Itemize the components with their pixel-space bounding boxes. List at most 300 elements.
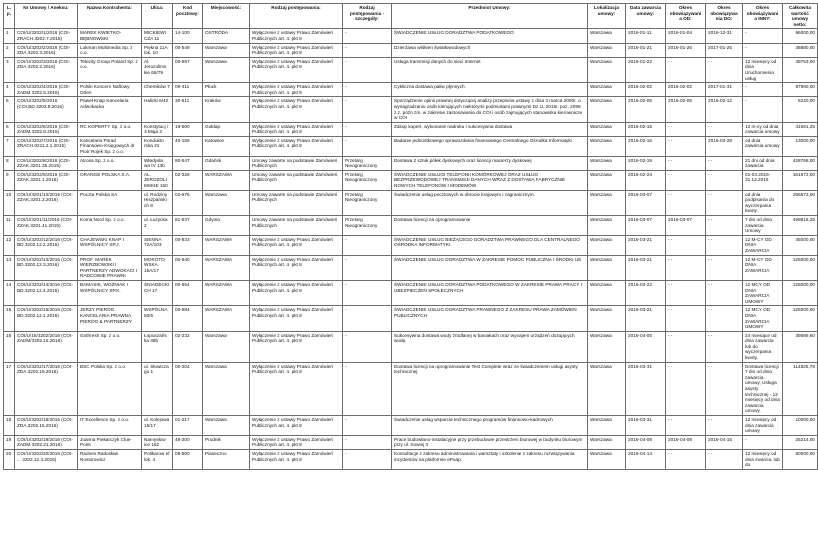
cell-contract-subject: ŚWIADCZENIE USŁUG DORADZTWA W ZAKRESIE POMOC PUBLICZNA I ŚRODKI UE <box>392 255 588 280</box>
cell-city: Warszawa <box>203 331 250 362</box>
cell-city: OSTRÓDA <box>203 29 250 43</box>
cell-procedure-type: Wyłączenie z ustawy Prawo Zamówień Publicznych art. 4. pkt 8 <box>250 43 343 57</box>
cell-signing-date: 2016-03-31 <box>626 362 666 415</box>
cell-contract-number: COI/U/3202/8/2016 (COI-ZZAK.3201.35.2015) <box>15 156 78 170</box>
cell-lp: 9 <box>4 170 15 190</box>
cell-signing-date: 2016-04-08 <box>626 435 666 449</box>
cell-period-to: 2016-04-15 <box>706 435 743 449</box>
cell-procedure-type: Wyłączenie z ustawy Prawo Zamówień Publicznych art. 4. pkt 8 <box>250 280 343 305</box>
cell-lp: 5 <box>4 97 15 122</box>
cell-period-to: - - <box>706 306 743 331</box>
cell-lp: 13 <box>4 255 15 280</box>
cell-signing-date: 2016-04-05 <box>626 331 666 362</box>
cell-postal-code: 00-684 <box>173 306 203 331</box>
cell-street: ul. Kolejowa 15/17 <box>142 416 173 436</box>
cell-postal-code: 09-411 <box>173 83 203 97</box>
table-row <box>4 362 818 415</box>
cell-lp: 7 <box>4 136 15 156</box>
cell-procedure-details: - <box>343 43 392 57</box>
table-row <box>4 156 818 170</box>
cell-street: SIENNA 72A/103 <box>142 235 173 255</box>
cell-period-other: - <box>743 83 783 97</box>
table-row <box>4 29 818 43</box>
table-row <box>4 170 818 190</box>
cell-city: WARSZAWA <box>203 255 250 280</box>
cell-procedure-details: - <box>343 449 392 469</box>
cell-city: Warszawa <box>203 362 250 415</box>
cell-procedure-details: - <box>343 255 392 280</box>
cell-total-net-value: 10000,00 <box>783 416 818 436</box>
cell-procedure-type: Wyłączenie z ustawy Prawo Zamówień Publicznych art. 4. pkt 8 <box>250 29 343 43</box>
cell-signing-date: 2016-03-21 <box>626 306 666 331</box>
cell-period-to: 2016-02-12 <box>706 97 743 122</box>
cell-location: Warszawa <box>588 136 626 156</box>
cell-period-other: od dnia zawarcia umowy <box>743 136 783 156</box>
cell-procedure-type: Wyłączenie z ustawy Prawo Zamówień Publicznych art. 4. pkt 8 <box>250 136 343 156</box>
cell-total-net-value: 125000,00 <box>783 306 818 331</box>
cell-procedure-details: Przetarg Nieograniczony <box>343 216 392 236</box>
contracts-register-table <box>3 3 818 470</box>
column-header-street: Ulica: <box>142 4 173 29</box>
cell-postal-code: 00-654 <box>173 280 203 305</box>
column-header-procedure-type: Rodzaj postępowania: <box>250 4 343 29</box>
cell-period-other: 12 m-cy od dnia zawarcia umowy <box>743 122 783 136</box>
cell-contract-subject: Badanie jednostkowego sprawozdania finansowego Centralnego Ośrodka Informatyki <box>392 136 588 156</box>
cell-city: Prudnik <box>203 435 250 449</box>
cell-contract-subject: Świadczenie usług pocztowych w obrocie krajowym i zagranicznym. <box>392 190 588 215</box>
cell-location: Warszawa <box>588 216 626 236</box>
cell-city: Kraków <box>203 97 250 122</box>
cell-postal-code: 02-232 <box>173 331 203 362</box>
cell-total-net-value: 49753,00 <box>783 57 818 82</box>
cell-lp: 15 <box>4 306 15 331</box>
column-header-city: Miejscowość: <box>203 4 250 29</box>
column-header-contract-number: Nr Umowy / Aneksu: <box>15 4 78 29</box>
cell-lp: 20 <box>4 449 15 469</box>
cell-procedure-type: Wyłączenie z ustawy Prawo Zamówień Publicznych art. 4. pkt 8 <box>250 435 343 449</box>
cell-lp: 12 <box>4 235 15 255</box>
cell-city: Katowice <box>203 136 250 156</box>
cell-contractor-name: Polski Koncern Naftowy Orlen <box>78 83 142 97</box>
cell-period-to: 2017-01-31 <box>706 83 743 97</box>
cell-period-from: - - <box>666 190 706 215</box>
cell-lp: 10 <box>4 190 15 215</box>
cell-postal-code: 14-100 <box>173 29 203 43</box>
cell-location: Warszawa <box>588 170 626 190</box>
cell-period-from: 2016-01-04 <box>666 29 706 43</box>
cell-contract-subject: Sukcesywna dostawa wody źródlanej w baniakach oraz wynajem urządzeń dozujących wodę. <box>392 331 588 362</box>
cell-period-other: - <box>743 97 783 122</box>
cell-procedure-type: Wyłączenie z ustawy Prawo Zamówień Publicznych art. 4. pkt 8 <box>250 255 343 280</box>
cell-period-from: - - <box>666 280 706 305</box>
cell-postal-code: 00-833 <box>173 235 203 255</box>
cell-procedure-details: - <box>343 136 392 156</box>
cell-signing-date: 2016-02-02 <box>626 83 666 97</box>
cell-contract-number: COI/U/3202/13/2016 (COI-BD.3202.12.3.2016) <box>15 255 78 280</box>
cell-postal-code: 81-537 <box>173 216 203 236</box>
cell-procedure-type: Wyłączenie z ustawy Prawo Zamówień Publicznych art. 4. pkt 8 <box>250 97 343 122</box>
cell-period-other: 12 miesięcy od dnia zawarcia umowy <box>743 416 783 436</box>
cell-procedure-type: Umowy zawarte na podstawie Zamówień Publicznych <box>250 156 343 170</box>
cell-signing-date: 2016-01-21 <box>626 43 666 57</box>
cell-contractor-name: PROF. MAREK WIERZBOWSKI I PARTNERZY ADWOKACI I RADCOWIE PRAWNI <box>78 255 142 280</box>
cell-signing-date: 2016-03-07 <box>626 190 666 215</box>
cell-contract-number: COI/U/3202/15/2016 (COI-BD.3202.12.1.2016) <box>15 306 78 331</box>
cell-contract-number: COI/U/3202/4/2016 (COI-ZADM.3202.5.2016) <box>15 83 78 97</box>
cell-period-other: 24 miesiące od dnia zawarcia lub do wyczerpania kwoty. <box>743 331 783 362</box>
cell-procedure-type: Wyłączenie z ustawy Prawo Zamówień Publicznych art. 4. pkt 8 <box>250 83 343 97</box>
table-row <box>4 43 818 57</box>
cell-period-from: - - <box>666 449 706 469</box>
cell-period-to: - - <box>706 449 743 469</box>
cell-contract-number: COI/U/3202/18/2016 (COI-ZDA.3202.16.2016) <box>15 416 78 436</box>
cell-period-from: - - <box>666 170 706 190</box>
cell-location: Warszawa <box>588 97 626 122</box>
cell-signing-date: 2016-02-16 <box>626 136 666 156</box>
cell-city: Płock <box>203 83 250 97</box>
cell-postal-code: 05-500 <box>173 449 203 469</box>
cell-signing-date: 2016-02-15 <box>626 122 666 136</box>
cell-contract-subject: Dostawa licencji na oprogramowanie Test Complete wraz ze świadczeniem usługi asysty technicznej <box>392 362 588 415</box>
cell-procedure-details: - <box>343 306 392 331</box>
cell-contractor-name: Lukman Multimedia Sp. z o.o. <box>78 43 142 57</box>
cell-lp: 16 <box>4 331 15 362</box>
cell-total-net-value: 13000,00 <box>783 136 818 156</box>
cell-city: Gołdap <box>203 122 250 136</box>
cell-total-net-value: 125000,00 <box>783 255 818 280</box>
cell-procedure-type: Wyłączenie z ustawy Prawo Zamówień Publicznych art. 4. pkt 8 <box>250 122 343 136</box>
cell-city: WARSZAWA <box>203 306 250 331</box>
cell-period-other: - <box>743 435 783 449</box>
cell-lp: 14 <box>4 280 15 305</box>
cell-procedure-type: Umowy zawarte na podstawie Zamówień Publicznych <box>250 216 343 236</box>
cell-lp: 2 <box>4 43 15 57</box>
cell-procedure-type: Umowy zawarte na podstawie Zamówień Publicznych <box>250 170 343 190</box>
cell-period-from: 2016-04-08 <box>666 435 706 449</box>
cell-total-net-value: 256572,00 <box>783 190 818 215</box>
cell-total-net-value: 25214,00 <box>783 435 818 449</box>
cell-period-to: - - <box>706 57 743 82</box>
cell-contract-number: COI/U/3202/14/2016 (COI-BD.3202.12.4.2016) <box>15 280 78 305</box>
cell-contract-subject: Sporządzenie opinii prawnej dotyczącej analizy przepisów ustawy z dnia 3 marca 2000r. o wynagradzaniu osób kierujących niektórymi podmiotami prawnymi Dz.U. 2015r. poz. 2099 z.z. późn zm. w zakresie zastosowania do COI i osób zajmujących stanowiska kierownicze w COI <box>392 97 588 122</box>
cell-total-net-value: 39589,60 <box>783 331 818 362</box>
cell-street: Halicki 6/42 <box>142 97 173 122</box>
cell-period-to: - - <box>706 255 743 280</box>
cell-city: Gdynia <box>203 216 250 236</box>
cell-contract-number: COI/U/3202/19/2016 (COI-ZADM.3202.21.2016) <box>15 435 78 449</box>
cell-postal-code: 02-676 <box>173 190 203 215</box>
cell-street: AL. JEROZOLI MSKIE 160 <box>142 170 173 190</box>
cell-lp: 8 <box>4 156 15 170</box>
cell-total-net-value: 125000,00 <box>783 280 818 305</box>
column-header-contractor-name: Nazwa Kontrahenta: <box>78 4 142 29</box>
cell-contract-number: COI/U/3201/11/2016 (COI-ZZAK.3201.41.2015) <box>15 216 78 236</box>
cell-procedure-type: Wyłączenie z ustawy Prawo Zamówień Publicznych art. 4. pkt 8 <box>250 449 343 469</box>
column-header-total-net-value: Całkowita wartość umowy netto: <box>783 4 818 29</box>
table-header-row <box>4 4 818 29</box>
cell-procedure-type: Wyłączenie z ustawy Prawo Zamówień Publicznych art. 4. pkt 8 <box>250 331 343 362</box>
cell-contract-subject: ŚWIADCZENIE USŁUG DORADZTWA PODATKOWEGO W ZAKRESIE PRAWA PRACY I UBEZPIECZEŃ SPOŁECZNYCH <box>392 280 588 305</box>
cell-lp: 18 <box>4 416 15 436</box>
cell-contract-subject: ŚWIADCZENIE USŁUG BIEŻĄCEGO DORADZTWA PRAWNEGO DLA CENTRALNEGO OŚRODKA INFORMATYKI <box>392 235 588 255</box>
cell-period-to: 2017-01-25 <box>706 43 743 57</box>
cell-procedure-details: - <box>343 435 392 449</box>
cell-period-from: - - <box>666 306 706 331</box>
cell-period-to: - - <box>706 235 743 255</box>
cell-street: ŚNIADECKI CH 17 <box>142 280 173 305</box>
cell-contractor-name: Paweł Knap Kancelaria Adwokacka <box>78 97 142 122</box>
cell-contract-subject: Dostawa licencji na oprogramowanie <box>392 216 588 236</box>
cell-signing-date: 2016-03-22 <box>626 280 666 305</box>
cell-period-other: Dostawa licencji 7 dni od dnia zawarcia umowy, Usługa asysty technicznej - 12 miesięcy od dnia zawarcia umowy. <box>743 362 783 415</box>
cell-period-other: - <box>743 29 783 43</box>
cell-contract-subject: ŚWIADCZENIE USŁUG DORADZTWA PODATKOWEGO <box>392 29 588 43</box>
cell-signing-date: 2016-02-19 <box>626 156 666 170</box>
cell-period-to: - - <box>706 331 743 362</box>
column-header-contract-subject: Przedmiot Umowy: <box>392 4 588 29</box>
cell-period-other: - <box>743 43 783 57</box>
cell-total-net-value: 96000,00 <box>783 29 818 43</box>
cell-period-from: - - <box>666 331 706 362</box>
cell-contract-number: COI/U/3202/12/2016 (COI-BD.3202.12.2.2016) <box>15 235 78 255</box>
cell-contractor-name: Poczta Polska SA <box>78 190 142 215</box>
cell-location: Warszawa <box>588 435 626 449</box>
table-body <box>4 29 818 469</box>
table-row <box>4 190 818 215</box>
column-header-signing-date: Data zawarcia umowy: <box>626 4 666 29</box>
cell-contractor-name: Radnes Radosław Nostorowicz <box>78 449 142 469</box>
cell-contract-number: COI/U/3202/2/2016 (COI-ZDA.3202.3.2016) <box>15 43 78 57</box>
cell-period-other: 12 M-CY OD DNIA ZAWARCIA <box>743 235 783 255</box>
column-header-postal-code: Kod pocztowy: <box>173 4 203 29</box>
cell-postal-code: 01-217 <box>173 416 203 436</box>
cell-total-net-value: 45000,00 <box>783 235 818 255</box>
cell-contractor-name: Koma Nord Sp. z o.o. <box>78 216 142 236</box>
cell-period-other: 7 dni od dnia zawarcia Umowy <box>743 216 783 236</box>
cell-location: Warszawa <box>588 416 626 436</box>
cell-signing-date: 2016-03-21 <box>626 235 666 255</box>
cell-procedure-type: Wyłączenie z ustawy Prawo Zamówień Publicznych art. 4. pkt 8 <box>250 362 343 415</box>
cell-location: Warszawa <box>588 43 626 57</box>
cell-street: Kondukto rska 31 <box>142 136 173 156</box>
cell-city: WARSZAWA <box>203 170 250 190</box>
cell-contract-subject: Prace budowlano-instalacyjne przy przebudowie przestrzeni biurowej w budynku biurowym przy ul. Sowiej 3 <box>392 435 588 449</box>
cell-location: Warszawa <box>588 29 626 43</box>
table-row <box>4 255 818 280</box>
table-row <box>4 435 818 449</box>
cell-location: Warszawa <box>588 255 626 280</box>
cell-total-net-value: 499818,25 <box>783 216 818 236</box>
cell-street: WSPÓLNA 50/6 <box>142 306 173 331</box>
cell-location: Warszawa <box>588 122 626 136</box>
cell-street: Polikarow ef lok. 4 <box>142 449 173 469</box>
cell-contract-number: COI/U/3202/1/2016 (COI-ZRACH.3202.7.2015) <box>15 29 78 43</box>
table-row <box>4 57 818 82</box>
cell-contractor-name: BSC Polska Sp. z o.o. <box>78 362 142 415</box>
cell-contract-subject: Usługa transmisji danych do sieci Internet <box>392 57 588 82</box>
cell-contract-subject: Dostawa 2 sztuk półek dyskowych oraz licencji macierzy dyskowej <box>392 156 588 170</box>
cell-postal-code: 40-155 <box>173 136 203 156</box>
cell-contract-number: COI/U/3201/10/2016 (COI-ZZAK.3201.2.2016) <box>15 190 78 215</box>
cell-period-other: 01-03.2016-31.12.2016 <box>743 170 783 190</box>
cell-signing-date: 2016-04-14 <box>626 449 666 469</box>
cell-period-from: 2016-01-26 <box>666 43 706 57</box>
cell-period-to: - - <box>706 416 743 436</box>
cell-period-to: - - <box>706 170 743 190</box>
cell-contract-subject: Cykliczna dostawa paliw płynnych <box>392 83 588 97</box>
table-row <box>4 97 818 122</box>
cell-contract-subject: ŚWIADCZENIE USŁUG DORADZTWA PRAWNEGO Z ZAKRESU PRAWA ZAMÓWIEŃ PUBLICZNYCH <box>392 306 588 331</box>
cell-postal-code: 00-549 <box>173 43 203 57</box>
cell-period-from: - - <box>666 362 706 415</box>
cell-city: WARSZAWA <box>203 235 250 255</box>
cell-location: Warszawa <box>588 156 626 170</box>
cell-signing-date: 2016-02-05 <box>626 97 666 122</box>
cell-street: ul. Słowicza go 1 <box>142 362 173 415</box>
cell-period-other: 12 MCY OD DNIA ZAWARCIA UMOWY <box>743 280 783 305</box>
cell-period-other: 21 dni od dnia zawarcia <box>743 156 783 170</box>
cell-period-from: - - <box>666 122 706 136</box>
cell-street: Chemików 7 <box>142 83 173 97</box>
cell-procedure-details: - <box>343 83 392 97</box>
cell-postal-code: 02-326 <box>173 170 203 190</box>
cell-postal-code: 00-640 <box>173 255 203 280</box>
cell-total-net-value: 41681,25 <box>783 122 818 136</box>
cell-procedure-details: - <box>343 280 392 305</box>
cell-period-to: - - <box>706 156 743 170</box>
cell-period-to: - - <box>706 362 743 415</box>
cell-lp: 6 <box>4 122 15 136</box>
cell-postal-code: 30-611 <box>173 97 203 122</box>
table-row <box>4 416 818 436</box>
cell-procedure-details: - <box>343 416 392 436</box>
cell-signing-date: 2016-01-22 <box>626 57 666 82</box>
cell-period-other: 12 M-CY OD DNIA ZAWARCIA <box>743 255 783 280</box>
cell-procedure-details: Przetarg Nieograniczony <box>343 190 392 215</box>
cell-city: Warszawa <box>203 43 250 57</box>
cell-procedure-details: - <box>343 362 392 415</box>
cell-contractor-name: Gothresh Sp. z o.o. <box>78 331 142 362</box>
cell-period-to: 2016-03-28 <box>706 136 743 156</box>
cell-signing-date: 2016-02-24 <box>626 170 666 190</box>
cell-contract-number: COI/U/3202/17/2016 (COI-ZDA.3202.18.2016) <box>15 362 78 415</box>
cell-contractor-name: ORANGE POLSKA S.A. <box>78 170 142 190</box>
cell-period-to: - - <box>706 190 743 215</box>
table-row <box>4 122 818 136</box>
table-row <box>4 449 818 469</box>
cell-location: Warszawa <box>588 362 626 415</box>
cell-period-to: 2016-12-31 <box>706 29 743 43</box>
cell-lp: 4 <box>4 83 15 97</box>
cell-contractor-name: JERZY PIERÓG KANCELARIA PRAWNA PIERÓG & PARTNERZY <box>78 306 142 331</box>
cell-period-other: 12 miesięcy od dnia zwarcia, lub do <box>743 449 783 469</box>
cell-postal-code: 19-500 <box>173 122 203 136</box>
cell-procedure-details: - <box>343 57 392 82</box>
cell-city: Gdańsk <box>203 156 250 170</box>
cell-contract-number: COI/U/3202/3/2016 (COI-ZDA.3202.2.2016) <box>15 57 78 82</box>
cell-procedure-details: Przetarg Nieograniczony <box>343 170 392 190</box>
cell-procedure-details: - <box>343 235 392 255</box>
cell-location: Warszawa <box>588 235 626 255</box>
cell-contractor-name: RC KOPERTY Sp. z o.o. <box>78 122 142 136</box>
cell-contract-subject: Konsultacje z zakresu administrowania i warsztaty i szkolenie z zakresu rozwiązywania incydentów na platformie ePuap. <box>392 449 588 469</box>
column-header-period-other: Okres obowiązywani a INNY: <box>743 4 783 29</box>
cell-contractor-name: CHAJEWSKI KNAP I WSPÓLNICY SP.J. <box>78 235 142 255</box>
cell-total-net-value: 6240,00 <box>783 97 818 122</box>
cell-period-other: od dnia podpisania do wyczerpania kwoty <box>743 190 783 215</box>
cell-procedure-type: Wyłączenie z ustawy Prawo Zamówień Publicznych art. 4. pkt 8 <box>250 416 343 436</box>
cell-location: Warszawa <box>588 280 626 305</box>
cell-signing-date: 2016-03-21 <box>626 255 666 280</box>
cell-period-from: 2016-03-07 <box>666 216 706 236</box>
cell-total-net-value: 50000,00 <box>783 449 818 469</box>
cell-contractor-name: Joanna Piekarczyk Clue-Point <box>78 435 142 449</box>
cell-procedure-type: Wyłączenie z ustawy Prawo Zamówień Publicznych art. 4. pkt 8 <box>250 306 343 331</box>
cell-procedure-details: - <box>343 29 392 43</box>
cell-street: Piękna 11A lok. 10 <box>142 43 173 57</box>
cell-lp: 19 <box>4 435 15 449</box>
cell-period-from: - - <box>666 255 706 280</box>
table-row <box>4 235 818 255</box>
cell-total-net-value: 114825,78 <box>783 362 818 415</box>
cell-period-from: - - <box>666 136 706 156</box>
cell-period-from: - - <box>666 235 706 255</box>
cell-city: Warszawa <box>203 416 250 436</box>
cell-total-net-value: 87990,00 <box>783 83 818 97</box>
cell-contract-number: COI/U/3202/9/2016 (COI-ZZAK.3201.1.2016) <box>15 170 78 190</box>
cell-total-net-value: 428768,00 <box>783 156 818 170</box>
cell-street: ul. Rodziny Hiszpański ch 8 <box>142 190 173 215</box>
cell-contract-number: COI/U/3202/5/2016 (COI.BD.3202.9.2016) <box>15 97 78 122</box>
cell-contractor-name: Kancelaria Porad Finansowo-Księgowych dr Piotr Rojek Sp. z o.o. <box>78 136 142 156</box>
table-row <box>4 280 818 305</box>
cell-period-other: 12 MCY OD DNIA ZAWARCIA UMOWY <box>743 306 783 331</box>
cell-street: Al. Jerozolims kie 65/79 <box>142 57 173 82</box>
table-row <box>4 216 818 236</box>
cell-street: ul. Łużycka 2 <box>142 216 173 236</box>
cell-postal-code: 00-697 <box>173 57 203 82</box>
cell-postal-code: 00-204 <box>173 362 203 415</box>
cell-procedure-details: - <box>343 331 392 362</box>
cell-contract-subject: Świadczenie usług wsparcia technicznego programów finansowo-kadrowych <box>392 416 588 436</box>
cell-street: Konstytucj i 3 Maja 2 <box>142 122 173 136</box>
cell-signing-date: 2016-03-31 <box>626 416 666 436</box>
cell-period-to: - - <box>706 280 743 305</box>
cell-contract-subject: Zakup kopert, wykonanie nadruku i sukcesywna dostawa <box>392 122 588 136</box>
cell-signing-date: 2016-01-11 <box>626 29 666 43</box>
cell-contractor-name: Atrosa Sp. z o.o. <box>78 156 142 170</box>
table-row <box>4 136 818 156</box>
cell-street: MICKIEWI CZA 11 <box>142 29 173 43</box>
cell-contract-subject: ŚWIADCZENIE USŁUGI TELEFONII KOMÓRKOWEJ ORAZ USŁUG BEZPRZEWODOWEJ TRANSMISJI DANYCH WRAZ Z DOSTAWĄ FABRYCZNIE NOWYCH TELEFONÓW I MODEMÓW <box>392 170 588 190</box>
cell-postal-code: 80-547 <box>173 156 203 170</box>
cell-lp: 3 <box>4 57 15 82</box>
cell-street: MOKOTO WSKA 15A/17 <box>142 255 173 280</box>
cell-procedure-type: Wyłączenie z ustawy Prawo Zamówień Publicznych art. 4. pkt 8 <box>250 235 343 255</box>
cell-contract-number: COI/U/3202/7/2016 (COI-ZRACH.0211.2.1.2015) <box>15 136 78 156</box>
cell-lp: 1 <box>4 29 15 43</box>
cell-city: WARSZAWA <box>203 280 250 305</box>
column-header-lp: L.p. <box>4 4 15 29</box>
cell-total-net-value: 38880,00 <box>783 43 818 57</box>
table-row <box>4 83 818 97</box>
column-header-period-from: Okres obowiązywani a OD: <box>666 4 706 29</box>
cell-city: Warszawa <box>203 57 250 82</box>
cell-location: Warszawa <box>588 306 626 331</box>
cell-period-to: - - <box>706 216 743 236</box>
cell-contract-number: COI/U/16/3202/2016 (COI-ZADM/3202.16.2016) <box>15 331 78 362</box>
column-header-period-to: Okres obowiązywa nia DO: <box>706 4 743 29</box>
